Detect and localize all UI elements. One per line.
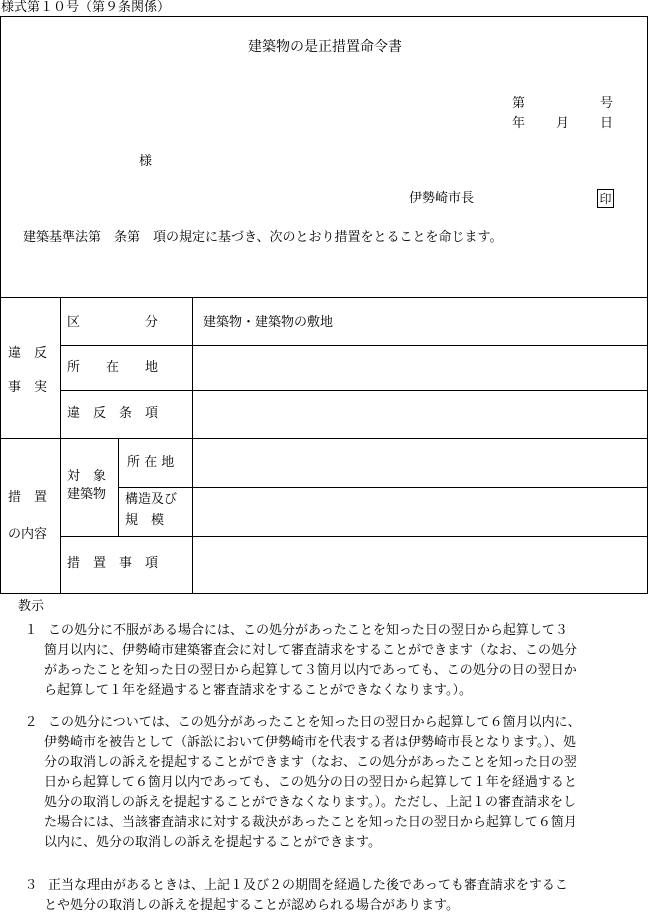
order-statement: 建築基準法第 条第 項の規定に基づき、次のとおり措置をとることを命じます。 [23, 230, 503, 245]
instruction-line: 伊勢崎市を被告として（訴訟において伊勢崎市を代表する者は伊勢崎市長となります。）、処 [44, 735, 576, 750]
seal-label: 印 [599, 192, 612, 206]
table-line [60, 345, 648, 346]
instruction-line: とや処分の取消しの訴えを提起することが認められる場合があります。 [44, 898, 459, 913]
instruction-number: １ [24, 623, 38, 638]
instruction-line: ら起算して１年を経過すると審査請求をすることができなくなります。）。 [44, 683, 472, 698]
violation-heading-2: 事 実 [8, 380, 48, 395]
date-month: 月 [556, 116, 570, 131]
table-line [60, 536, 648, 537]
measures-heading-1: 措 置 [8, 490, 48, 505]
instruction-item-2 [18, 713, 644, 853]
form-frame [0, 16, 648, 594]
table-line [0, 438, 648, 439]
instruction-line: この処分に不服がある場合には、この処分があったことを知った日の翌日から起算して３ [48, 623, 568, 638]
instruction-line: 箇月以内に、伊勢崎市建築審査会に対して審査請求をすることができます（なお、この処分 [44, 643, 578, 658]
instruction-line: 日から起算して６箇月以内であっても、この処分の日の翌日から起算して１年を経過すると [44, 775, 577, 790]
instruction-line: た場合には、当該審査請求に対する裁決があったことを知った日の翌日から起算して６箇月 [44, 815, 577, 830]
table-line [60, 390, 648, 391]
instruction-item-3 [18, 876, 644, 916]
instructions-heading: 教示 [18, 599, 45, 614]
measures-heading-2: の内容 [8, 527, 48, 542]
instruction-number: ２ [24, 715, 38, 730]
instruction-line: があったことを知った日の翌日から起算して３箇月以内であっても、この処分の日の翌日か [44, 663, 577, 678]
date-day: 日 [600, 116, 614, 131]
location-label: 所 在 地 [67, 360, 159, 375]
category-value: 建築物・建築物の敷地 [203, 315, 334, 330]
date-year: 年 [512, 116, 526, 131]
seal-stamp [597, 189, 614, 208]
violation-heading-1: 違 反 [8, 346, 48, 361]
structure-label-2: 規 模 [125, 513, 165, 528]
instruction-item-1 [18, 621, 644, 701]
instruction-line: 処分の取消しの訴えを提起することができなくなります。）。ただし、上記１の審査請求をし [44, 795, 576, 810]
violated-clause-label: 違 反 条 項 [67, 406, 159, 421]
building-location-label: 所 在 地 [127, 455, 175, 470]
table-divider [60, 297, 61, 594]
table-line [118, 487, 648, 488]
issuer-title: 伊勢崎市長 [409, 191, 475, 206]
target-building-label-1: 対 象 [67, 469, 107, 484]
number-suffix: 号 [600, 96, 614, 111]
target-building-label-2: 建築物 [67, 487, 107, 502]
category-label: 区 分 [67, 315, 159, 330]
instruction-line: 正当な理由があるときは、上記１及び２の期間を経過した後であっても審査請求をするこ [48, 878, 568, 893]
document-title: 建築物の是正措置命令書 [248, 39, 402, 55]
table-divider [192, 297, 193, 594]
instruction-line: この処分については、この処分があったことを知った日の翌日から起算して６箇月以内に、 [48, 715, 581, 730]
table-top-line [0, 297, 648, 298]
table-divider [118, 438, 119, 536]
number-prefix: 第 [512, 96, 526, 111]
structure-label-1: 構造及び [125, 492, 178, 507]
measure-items-label: 措 置 事 項 [67, 556, 159, 571]
instruction-line: 以内に、処分の取消しの訴えを提起することができます。 [44, 835, 381, 850]
addressee-suffix: 様 [139, 154, 153, 169]
form-number-label: 様式第１０号（第９条関係） [1, 0, 171, 15]
instruction-number: ３ [24, 878, 38, 893]
instruction-line: 分の取消しの訴えを提起することができます（なお、この処分があったことを知った日の翌 [44, 755, 577, 770]
